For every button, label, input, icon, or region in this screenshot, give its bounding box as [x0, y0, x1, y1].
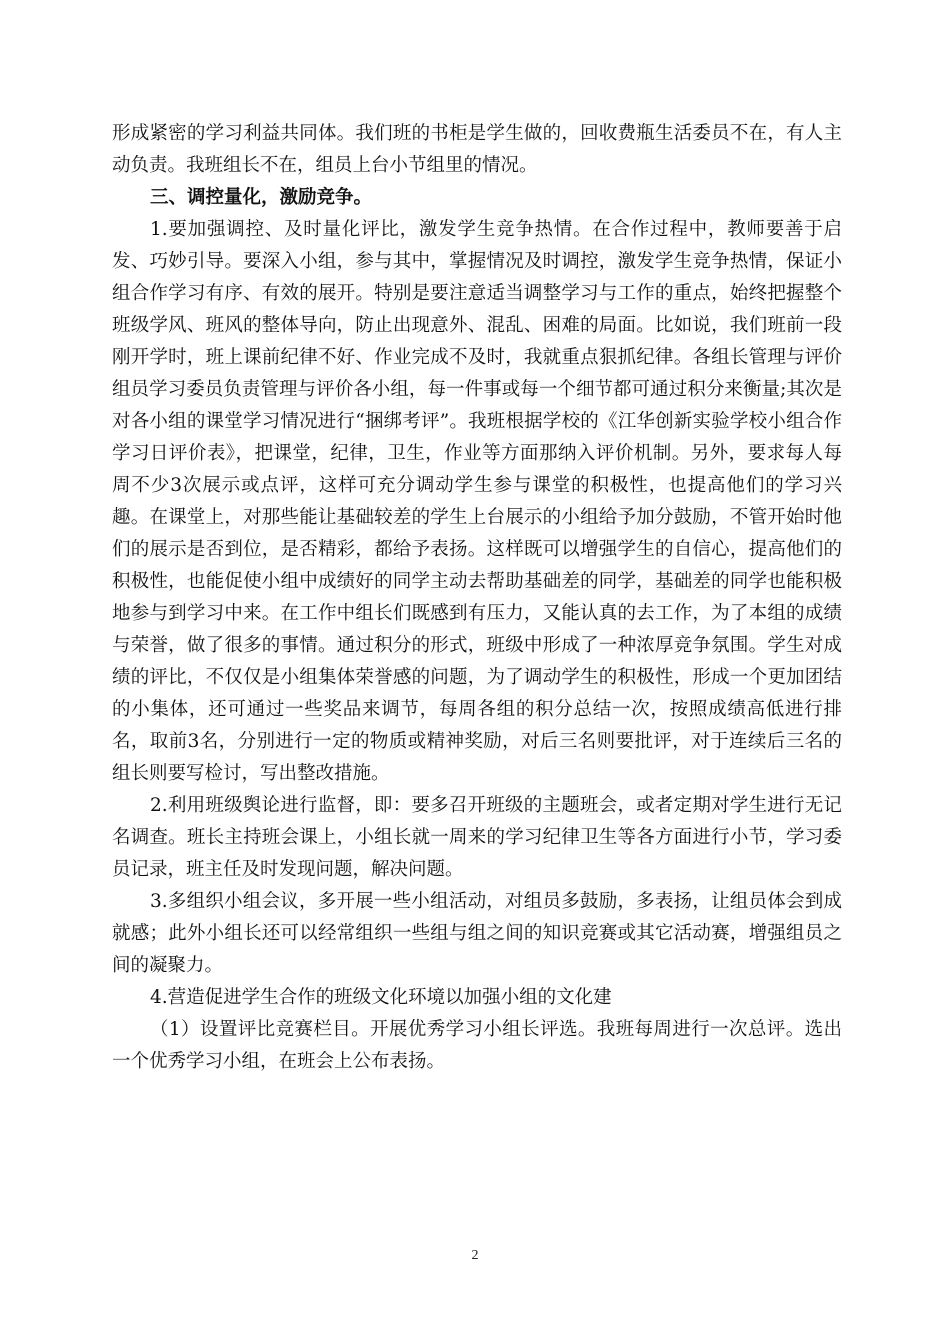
paragraph-item-4: 4.营造促进学生合作的班级文化环境以加强小组的文化建: [150, 987, 612, 1008]
paragraph-item-1: 1.要加强调控、及时量化评比，激发学生竞争热情。在合作过程中，教师要善于启发、巧妙引导。要深入小组，参与其中，掌握情况及时调控，激发学生竞争热情，保证小组合作学习有序、有效的展开。特别是要注意适当调整学习与工作的重点，始终把握整个班级学风、班风的整体导向，防止出现意外、混乱、困难的局面。比如说，我们班前一段刚开学时，班上课前纪律不好、作业完成不及时，我就重点狠抓纪律。各组长管理与评价组员学习委员负责管理与评价各小组，每一件事或每一个细节都可通过积分来衡量;其次是对各小组的课堂学习情况进行“捆绑考评”。我班根据学校的《江华创新实验学校小组合作学习日评价表》，把课堂，纪律，卫生，作业等方面那纳入评价机制。另外，要求每人每周不少3次展示或点评，这样可充分调动学生参与课堂的积极性，也提高他们的学习兴趣。在课堂上，对那些能让基础较差的学生上台展示的小组给予加分鼓励，不管开始时他们的展示是否到位，是否精彩，都给予表扬。这样既可以增强学生的自信心，提高他们的积极性，也能促使小组中成绩好的同学主动去帮助基础差的同学，基础差的同学也能积极地参与到学习中来。在工作中组长们既感到有压力，又能认真的去工作，为了本组的成绩与荣誉，做了很多的事情。通过积分的形式，班级中形成了一种浓厚竞争氛围。学生对成绩的评比，不仅仅是小组集体荣誉感的问题，为了调动学生的积极性，形成一个更加团结的小集体，还可通过一些奖品来调节，每周各组的积分总结一次，按照成绩高低进行排名，取前3名，分别进行一定的物质或精神奖励，对后三名则要批评，对于连续后三名的组长则要写检讨，写出整改措施。: [112, 219, 842, 784]
section-heading: 三、调控量化，激励竞争。: [150, 187, 373, 208]
paragraph-item-3: 3.多组织小组会议，多开展一些小组活动，对组员多鼓励，多表扬，让组员体会到成就感；此外小组长还可以经常组织一些组与组之间的知识竞赛或其它活动赛，增强组员之间的凝聚力。: [112, 891, 842, 976]
page-number: 2: [471, 1248, 479, 1263]
paragraph-intro: 形成紧密的学习利益共同体。我们班的书柜是学生做的，回收费瓶生活委员不在，有人主动负责。我班组长不在，组员上台小节组里的情况。: [112, 123, 842, 176]
paragraph-subitem-1: （1）设置评比竞赛栏目。开展优秀学习小组长评选。我班每周进行一次总评。选出一个优秀学习小组，在班会上公布表扬。: [112, 1019, 842, 1072]
document-body: [112, 118, 842, 1078]
paragraph-item-2: 2.利用班级舆论进行监督，即：要多召开班级的主题班会，或者定期对学生进行无记名调查。班长主持班会课上，小组长就一周来的学习纪律卫生等各方面进行小节，学习委员记录，班主任及时发现问题，解决问题。: [112, 795, 842, 880]
